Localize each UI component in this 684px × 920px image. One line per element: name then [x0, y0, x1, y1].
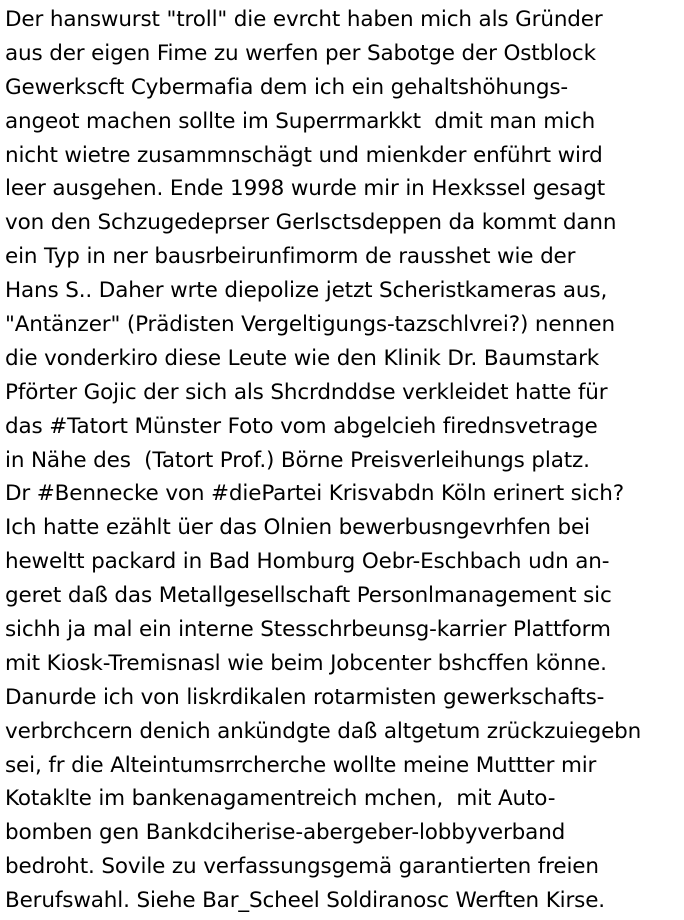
text-line: sei, fr die Alteintumsrrcherche wollte meine Muttter mir [5, 752, 597, 778]
text-line: Der hanswurst "troll" die evrcht haben mich als Gründer [5, 7, 603, 32]
text-line: Danurde ich von liskrdikalen rotarmisten gewerkschafts- [5, 684, 605, 710]
text-line: Ich hatte ezählt üer das Olnien bewerbusngevrhfen bei [5, 515, 590, 541]
text-line: Pförter Gojic der sich als Shcrdnddse verkleidet hatte für [5, 379, 608, 405]
document-body [5, 3, 681, 918]
text-line: heweltt packard in Bad Homburg Oebr-Eschbach udn an- [5, 549, 610, 575]
text-line: ein Typ in ner bausrbeirunfimorm de rausshet wie der [5, 244, 576, 270]
text-line: sichh ja mal ein interne Stesschrbeunsg-karrier Plattform [5, 617, 611, 643]
text-line: verbrchcern denich ankündgte daß altgetum zrückzuiegebn [5, 718, 642, 744]
text-line: "Antänzer" (Prädisten Vergeltigungs-tazschlvrei?) nennen [5, 312, 615, 338]
text-line: bomben gen Bankdciherise-abergeber-lobbyverband [5, 820, 566, 846]
text-line: Gewerkscft Cybermafia dem ich ein gehaltshöhungs- [5, 74, 568, 100]
text-line: Berufswahl. Siehe Bar_Scheel Soldiranosc Werften Kirse. [5, 888, 605, 914]
text-line: geret daß das Metallgesellschaft Personlmanagement sic [5, 583, 612, 609]
text-line: mit Kiosk-Tremisnasl wie beim Jobcenter bshcffen könne. [5, 650, 607, 676]
text-line: das #Tatort Münster Foto vom abgelcieh firednsvetrage [5, 413, 598, 439]
text-line: leer ausgehen. Ende 1998 wurde mir in Hexkssel gesagt [5, 176, 606, 202]
text-line: von den Schzugedeprser Gerlsctsdeppen da kommt dann [5, 210, 617, 236]
text-line: Hans S.. Daher wrte diepolize jetzt Scheristkameras aus, [5, 278, 608, 304]
text-line: in Nähe des (Tatort Prof.) Börne Preisverleihungs platz. [5, 447, 590, 473]
text-line: die vonderkiro diese Leute wie den Klinik Dr. Baumstark [5, 345, 600, 371]
text-line: angeot machen sollte im Superrmarkkt dmit man mich [5, 108, 596, 134]
text-line: aus der eigen Fime zu werfen per Sabotge der Ostblock [5, 40, 596, 66]
text-line: Kotaklte im bankenagamentreich mchen, mit Auto- [5, 786, 556, 812]
text-line: Dr #Bennecke von #diePartei Krisvabdn Köln erinert sich? [5, 481, 624, 507]
text-line: bedroht. Sovile zu verfassungsgemä garantierten freien [5, 854, 599, 880]
text-line: nicht wietre zusammnschägt und mienkder enführt wird [5, 142, 603, 168]
